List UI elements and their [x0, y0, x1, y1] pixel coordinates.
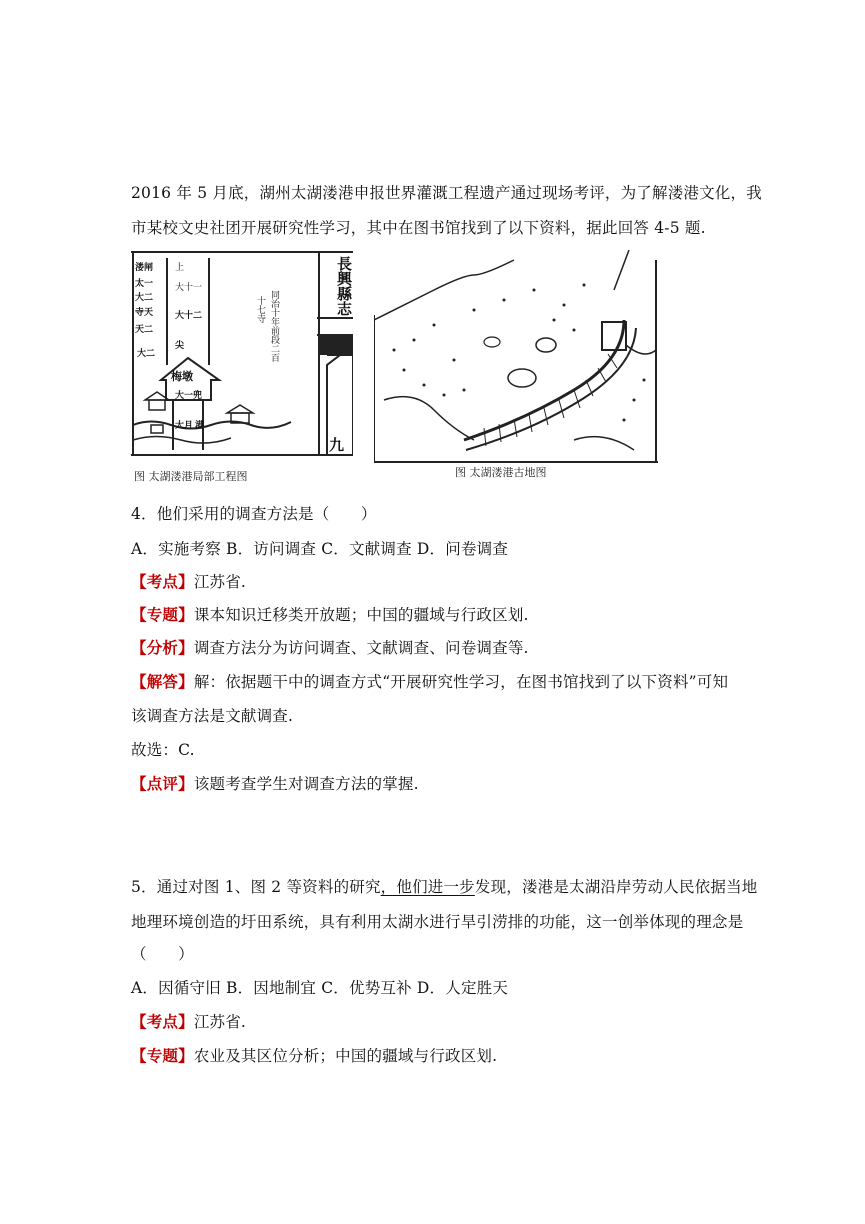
q5-stem-1b: 发现，溇港是太湖沿岸劳动人民依据当地	[474, 878, 758, 896]
label-da-yue: 大月	[175, 421, 194, 431]
figure-2-ancient-map	[374, 250, 658, 463]
q4-options: A．实施考察 B．访问调查 C．文献调查 D．问卷调查	[131, 540, 509, 558]
book-title: 長興縣志	[335, 256, 353, 316]
q4-dianping-text: 该题考查学生对调查方法的掌握.	[193, 775, 419, 793]
q4-fenxi: 【分析】调查方法分为访问调查、文献调查、问卷调查等.	[131, 638, 529, 657]
vertical-note-2: 十七寺	[255, 296, 265, 323]
label-da-yidou: 大一兜	[175, 391, 203, 401]
label-da-er: 大二	[135, 293, 154, 303]
q4-jieda-text-1: 解：依据题干中的调查方式“开展研究性学习，在图书馆找到了以下资料”可知	[193, 673, 729, 691]
q5-stem-1	[131, 875, 757, 897]
label-louzha: 溇闸	[135, 263, 154, 273]
side-char: 九	[329, 436, 345, 454]
q4-jieda-label: 解答	[146, 672, 179, 691]
intro-line-2: 市某校文史社团开展研究性学习，其中在图书馆找到了以下资料，据此回答 4-5 题.	[131, 219, 706, 237]
q4-fenxi-label: 分析	[146, 638, 179, 657]
q4-kaodian: 【考点】江苏省.	[131, 572, 247, 591]
q4-zhuanti-label: 专题	[146, 605, 179, 624]
q5-zhuanti-text: 农业及其区位分析；中国的疆域与行政区划.	[193, 1047, 498, 1065]
q4-dianping-label: 点评	[146, 774, 179, 793]
q4-stem: 4．他们采用的调查方法是（ ）	[131, 505, 377, 523]
label-jian: 尖	[175, 341, 185, 351]
q5-kaodian-text: 江苏省.	[193, 1013, 247, 1031]
q5-kaodian: 【考点】江苏省.	[131, 1012, 247, 1031]
q4-fenxi-text: 调查方法分为访问调查、文献调查、问卷调查等.	[193, 639, 529, 657]
q4-jieda-text-2: 该调查方法是文献调查.	[131, 707, 294, 725]
q4-zhuanti: 【专题】课本知识迁移类开放题；中国的疆域与行政区划.	[131, 605, 529, 624]
label-da-er-2: 大二	[137, 349, 156, 359]
q5-options: A．因循守旧 B．因地制宜 C．优势互补 D．人定胜天	[131, 979, 509, 997]
label-da-shier: 大十二	[175, 311, 203, 321]
q4-answer: 故选：C.	[131, 741, 195, 759]
label-meidun: 梅墩	[171, 370, 193, 383]
q4-kaodian-label: 考点	[146, 572, 179, 591]
figure-1-engineering-map	[131, 250, 353, 468]
q4-zhuanti-text: 课本知识迁移类开放题；中国的疆域与行政区划.	[193, 606, 529, 624]
label-tian-er: 天二	[135, 325, 154, 335]
label-da-shiyi: 大十一	[175, 283, 203, 293]
q5-stem-2: 地理环境创造的圩田系统，具有利用太湖水进行旱引涝排的功能，这一创举体现的理念是	[131, 913, 744, 931]
q4-jieda: 【解答】解：依据题干中的调查方式“开展研究性学习，在图书馆找到了以下资料”可知	[131, 672, 729, 691]
vertical-note: 同治十年前段二百	[269, 290, 279, 362]
label-tai-yi: 太一	[135, 279, 154, 289]
figure-1-caption: 图 太湖溇港局部工程图	[134, 470, 248, 483]
q4-dianping: 【点评】该题考查学生对调查方法的掌握.	[131, 774, 419, 793]
figure-2-drawing	[374, 250, 658, 463]
q5-kaodian-label: 考点	[146, 1012, 179, 1031]
q5-stem-underlined: ，他们进一步	[380, 878, 475, 896]
q5-stem-3: （ ）	[131, 945, 194, 963]
label-gang: 港	[195, 421, 205, 431]
label-si-tian: 寺天	[135, 308, 154, 318]
q4-kaodian-text: 江苏省.	[193, 573, 247, 591]
figure-1-drawing	[131, 250, 353, 468]
figure-2-caption: 图 太湖溇港古地图	[455, 466, 547, 479]
q5-zhuanti: 【专题】农业及其区位分析；中国的疆域与行政区划.	[131, 1046, 498, 1065]
intro-line-1: 2016 年 5 月底，湖州太湖溇港申报世界灌溉工程遗产通过现场考评，为了解溇港文化，我	[131, 184, 762, 202]
q5-stem-1a: 5．通过对图 1、图 2 等资料的研究	[131, 878, 381, 896]
q5-zhuanti-label: 专题	[146, 1046, 179, 1065]
label-shang: 上	[175, 263, 185, 273]
